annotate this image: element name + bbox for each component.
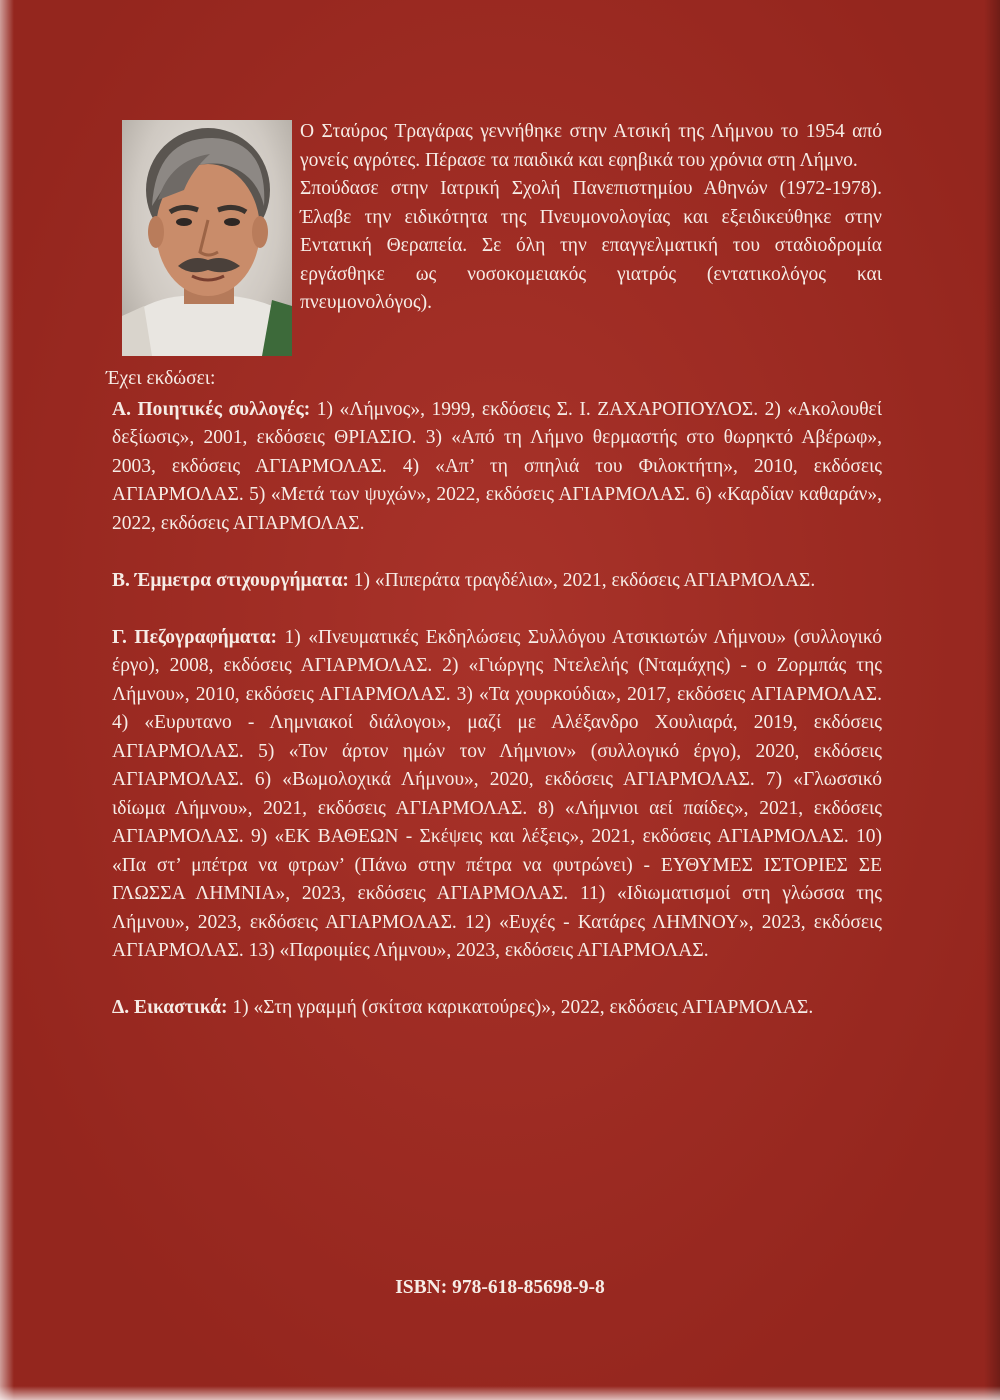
page-edge-right — [984, 0, 1000, 1400]
section-visual-arts — [112, 994, 882, 1023]
bio-paragraph-2: Σπούδασε στην Ιατρική Σχολή Πανεπιστημίου Αθηνών (1972-1978). Έλαβε την ειδικότητα της Πνευμονολογίας και εξειδικεύθηκε στην Εντατική Θεραπεία. Σε όλη την επαγγελματική του σταδιοδρομία εργάσθηκε ως νοσοκομειακός γιατρός (εντατικολόγος και πνευμονολόγος). — [300, 178, 882, 313]
section-poetry-collections — [112, 396, 882, 539]
section-text: 1) «Στη γραμμή (σκίτσα καρικατούρες)», 2022, εκδόσεις ΑΓΙΑΡΜΟΛΑΣ. — [227, 997, 814, 1018]
section-text: 1) «Πνευματικές Εκδηλώσεις Συλλόγου Ατσικιωτών Λήμνου» (συλλογικό έργο), 2008, εκδόσεις ΑΓΙΑΡΜΟΛΑΣ. 2) «Γιώργης Ντελελής (Νταμάχης) - ο Ζορμπάς της Λήμνου», 2010, εκδόσεις ΑΓΙΑΡΜΟΛΑΣ. 3) «Τα χουρκούδια», 2017, εκδόσεις ΑΓΙΑΡΜΟΛΑΣ. 4) «Ευρυτανο - Λημνιακοί διάλογοι», μαζί με Αλέξανδρο Χουλιαρά, 2019, εκδόσεις ΑΓΙΑΡΜΟΛΑΣ. 5) «Τον άρτον ημών τον Λήμνιον» (συλλογικό έργο), 2020, εκδόσεις ΑΓΙΑΡΜΟΛΑΣ. 6) «Βωμολοχικά Λήμνου», 2020, εκδόσεις ΑΓΙΑΡΜΟΛΑΣ. 7) «Γλωσσικό ιδίωμα Λήμνου», 2021, εκδόσεις ΑΓΙΑΡΜΟΛΑΣ. 8) «Λήμνιοι αεί παίδες», 2021, εκδόσεις ΑΓΙΑΡΜΟΛΑΣ. 9) «ΕΚ ΒΑΘΕΩΝ - Σκέψεις και λέξεις», 2021, εκδόσεις ΑΓΙΑΡΜΟΛΑΣ. 10) «Πα στ’ μπέτρα να φτρων’ (Πάνω στην πέτρα να φυτρώνει) - ΕΥΘΥΜΕΣ ΙΣΤΟΡΙΕΣ ΣΕ ΓΛΩΣΣΑ ΛΗΜΝΙΑ», 2023, εκδόσεις ΑΓΙΑΡΜΟΛΑΣ. 11) «Ιδιωματισμοί στη γλώσσα της Λήμνου», 2023, εκδόσεις ΑΓΙΑΡΜΟΛΑΣ. 12) «Ευχές - Κατάρες ΛΗΜΝΟΥ», 2023, εκδόσεις ΑΓΙΑΡΜΟΛΑΣ. 13) «Παροιμίες Λήμνου», 2023, εκδόσεις ΑΓΙΑΡΜΟΛΑΣ. — [112, 626, 882, 961]
section-heading: Δ. Εικαστικά: — [112, 997, 228, 1018]
author-photo — [122, 120, 292, 356]
section-heading: Γ. Πεζογραφήματα: — [112, 626, 278, 648]
section-heading: Β. Έμμετρα στιχουργήματα: — [112, 569, 349, 591]
publications — [106, 365, 882, 1051]
author-portrait-image — [122, 120, 292, 356]
page-edge-left — [0, 0, 14, 1400]
page-edge-bottom — [0, 1386, 1000, 1400]
section-metric-verses — [112, 567, 882, 596]
bio-paragraph-1: Ο Σταύρος Τραγάρας γεννήθηκε στην Ατσική της Λήμνου το 1954 από γονείς αγρότες. Πέρασε τα παιδικά και εφηβικά του χρόνια στη Λήμνο. — [300, 121, 882, 171]
section-text: 1) «Λήμνος», 1999, εκδόσεις Σ. Ι. ΖΑΧΑΡΟΠΟΥΛΟΣ. 2) «Ακολουθεί δεξίωσις», 2001, εκδόσεις ΘΡΙΑΣΙΟ. 3) «Από τη Λήμνο θερμαστής στο θωρηκτό Αβέρωφ», 2003, εκδόσεις ΑΓΙΑΡΜΟΛΑΣ. 4) «Απ’ τη σπηλιά του Φιλοκτήτη», 2010, εκδόσεις ΑΓΙΑΡΜΟΛΑΣ. 5) «Μετά των ψυχών», 2022, εκδόσεις ΑΓΙΑΡΜΟΛΑΣ. 6) «Καρδίαν καθαράν», 2022, εκδόσεις ΑΓΙΑΡΜΟΛΑΣ. — [112, 398, 882, 534]
publications-intro: Έχει εκδώσει: — [106, 368, 216, 389]
author-bio — [300, 118, 882, 318]
isbn: ISBN: 978-618-85698-9-8 — [395, 1277, 605, 1298]
section-prose — [112, 624, 882, 966]
section-heading: Α. Ποιητικές συλλογές: — [112, 398, 311, 420]
section-text: 1) «Πιπεράτα τραγδέλια», 2021, εκδόσεις ΑΓΙΑΡΜΟΛΑΣ. — [348, 569, 816, 591]
